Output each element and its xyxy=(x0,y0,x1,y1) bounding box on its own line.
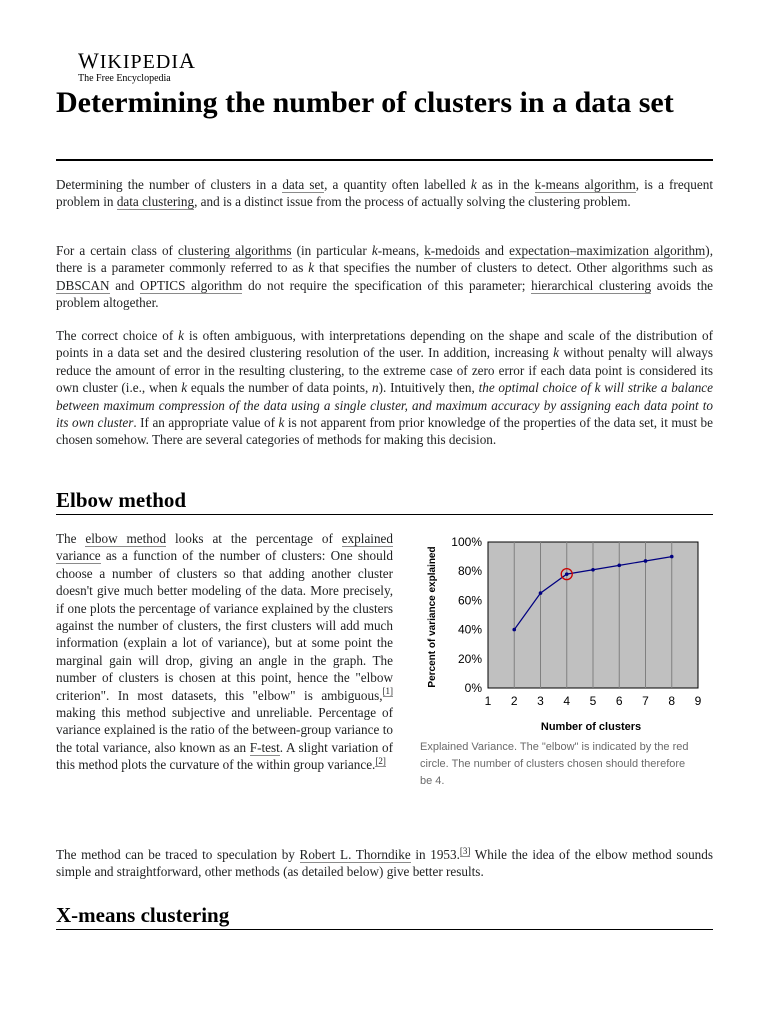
reference-2[interactable]: [2] xyxy=(375,755,386,766)
page-title: Determining the number of clusters in a data set xyxy=(56,86,674,119)
chart-x-axis-label: Number of clusters xyxy=(540,721,642,733)
link-optics-algorithm[interactable]: OPTICS algorithm xyxy=(139,277,243,293)
section-divider xyxy=(56,514,713,515)
section-heading-elbow-method: Elbow method xyxy=(56,488,187,512)
chart-x-tick-label: 2 xyxy=(510,694,518,708)
chart-x-tick-label: 4 xyxy=(563,694,571,708)
section-divider xyxy=(56,929,713,930)
title-divider xyxy=(56,159,713,161)
chart-data-point xyxy=(512,628,516,632)
link-hierarchical-clustering[interactable]: hierarchical clustering xyxy=(531,277,652,293)
chart-x-tick-label: 5 xyxy=(589,694,597,708)
section-heading-x-means: X-means clustering xyxy=(56,903,230,927)
chart-x-tick-label: 6 xyxy=(615,694,623,708)
chart-data-point xyxy=(670,555,674,559)
chart-y-axis-label: Percent of variance explained xyxy=(427,546,438,688)
intro-paragraph-1: Determining the number of clusters in a data set, a quantity often labelled k as in the k-means algorithm, is a frequent problem in data clustering, and is a distinct issue from the process of actually solving the clustering problem. xyxy=(56,177,713,210)
link-k-medoids[interactable]: k-medoids xyxy=(424,243,480,258)
reference-3[interactable]: [3] xyxy=(459,845,471,856)
chart-y-tick-label: 100% xyxy=(451,535,482,549)
chart-y-tick-label: 60% xyxy=(457,593,482,608)
elbow-paragraph-1: The elbow method looks at the percentage of explained variance as a function of the number of clusters: One should choose a number of clusters so that adding another cluster doesn't give much better modeling of the data. More precisely, if one plots the percentage of variance explained by the clusters against the number of clusters, the first clusters will add much information (explain a lot of variance), but at some point the marginal gain will drop, giving an angle in the graph. The number of clusters is chosen at this point, hence the "elbow criterion". In most datasets, this "elbow" is ambiguous,[1] making this method subjective and unreliable. Percentage of variance explained is the ratio of the between-group variance to the total variance, also known as an F-test. A slight variation of this method plots the curvature of the within group variance.[2] xyxy=(56,531,393,773)
link-clustering-algorithms[interactable]: clustering algorithms xyxy=(178,243,292,258)
link-data-clustering[interactable]: data clustering xyxy=(116,194,195,210)
chart-y-tick-label: 80% xyxy=(457,564,482,579)
link-expectation-maximization[interactable]: expectation–maximization algorithm xyxy=(509,243,706,258)
chart-grid xyxy=(488,542,698,688)
chart-x-tick-label: 3 xyxy=(537,694,544,708)
chart-y-tick-label: 40% xyxy=(457,622,482,637)
chart-data-point xyxy=(539,591,543,595)
chart-data-point xyxy=(565,572,569,576)
intro-paragraph-3: The correct choice of k is often ambiguous, with interpretations depending on the shape and scale of the distribution of points in a data set and the desired clustering resolution of the user. In addition, increasing k without penalty will always reduce the amount of error in the resulting clustering, to the extreme case of zero error if each data point is considered its own cluster (i.e., when k equals the number of data points, n). Intuitively then, the optimal choice of k will strike a balance between maximum compression of the data using a single cluster, and maximum accuracy by assigning each data point to its own cluster. If an appropriate value of k is not apparent from prior knowledge of the properties of the data set, it must be chosen somehow. There are several categories of methods for making this decision. xyxy=(56,328,714,448)
link-data-set[interactable]: data set xyxy=(282,177,325,192)
link-dbscan[interactable]: DBSCAN xyxy=(56,277,110,293)
chart-data-point xyxy=(617,564,621,568)
chart-y-tick-label: 20% xyxy=(457,651,482,666)
wikipedia-logo[interactable] xyxy=(78,50,196,85)
chart-x-tick-label: 9 xyxy=(694,694,702,708)
link-k-means-algorithm[interactable]: k-means algorithm xyxy=(534,177,636,192)
chart-data-point xyxy=(644,559,648,563)
explained-variance-chart[interactable] xyxy=(418,530,718,735)
chart-y-tick-label: 0% xyxy=(464,681,482,695)
chart-x-tick-label: 8 xyxy=(668,694,676,708)
intro-paragraph-2: For a certain class of clustering algorithms (in particular k-means, k-medoids and expectation–maximization algorithm), there is a parameter commonly referred to as k that specifies the number of clusters to detect. Other algorithms such as DBSCAN and OPTICS algorithm do not require the specification of this parameter; hierarchical clustering avoids the problem altogether. xyxy=(56,243,714,311)
elbow-paragraph-2: The method can be traced to speculation by Robert L. Thorndike in 1953.[3] While the idea of the elbow method sounds simple and straightforward, other methods (as detailed below) give better results. xyxy=(56,845,713,880)
link-robert-l-thorndike[interactable]: Robert L. Thorndike xyxy=(299,847,411,862)
reference-1[interactable]: [1] xyxy=(382,686,393,697)
chart-x-tick-label: 1 xyxy=(484,694,492,708)
link-explained-variance[interactable]: explained variance xyxy=(56,531,393,564)
figure-caption: Explained Variance. The "elbow" is indicated by the red circle. The number of clusters chosen should therefore be 4. xyxy=(420,741,689,787)
logo-tagline: The Free Encyclopedia xyxy=(78,73,171,84)
chart-x-tick-label: 7 xyxy=(642,694,649,708)
link-elbow-method[interactable]: elbow method xyxy=(85,531,167,546)
link-f-test[interactable]: F-test xyxy=(249,739,280,755)
logo-wordmark: WIKIPEDIA xyxy=(78,48,196,73)
chart-data-point xyxy=(591,568,595,572)
